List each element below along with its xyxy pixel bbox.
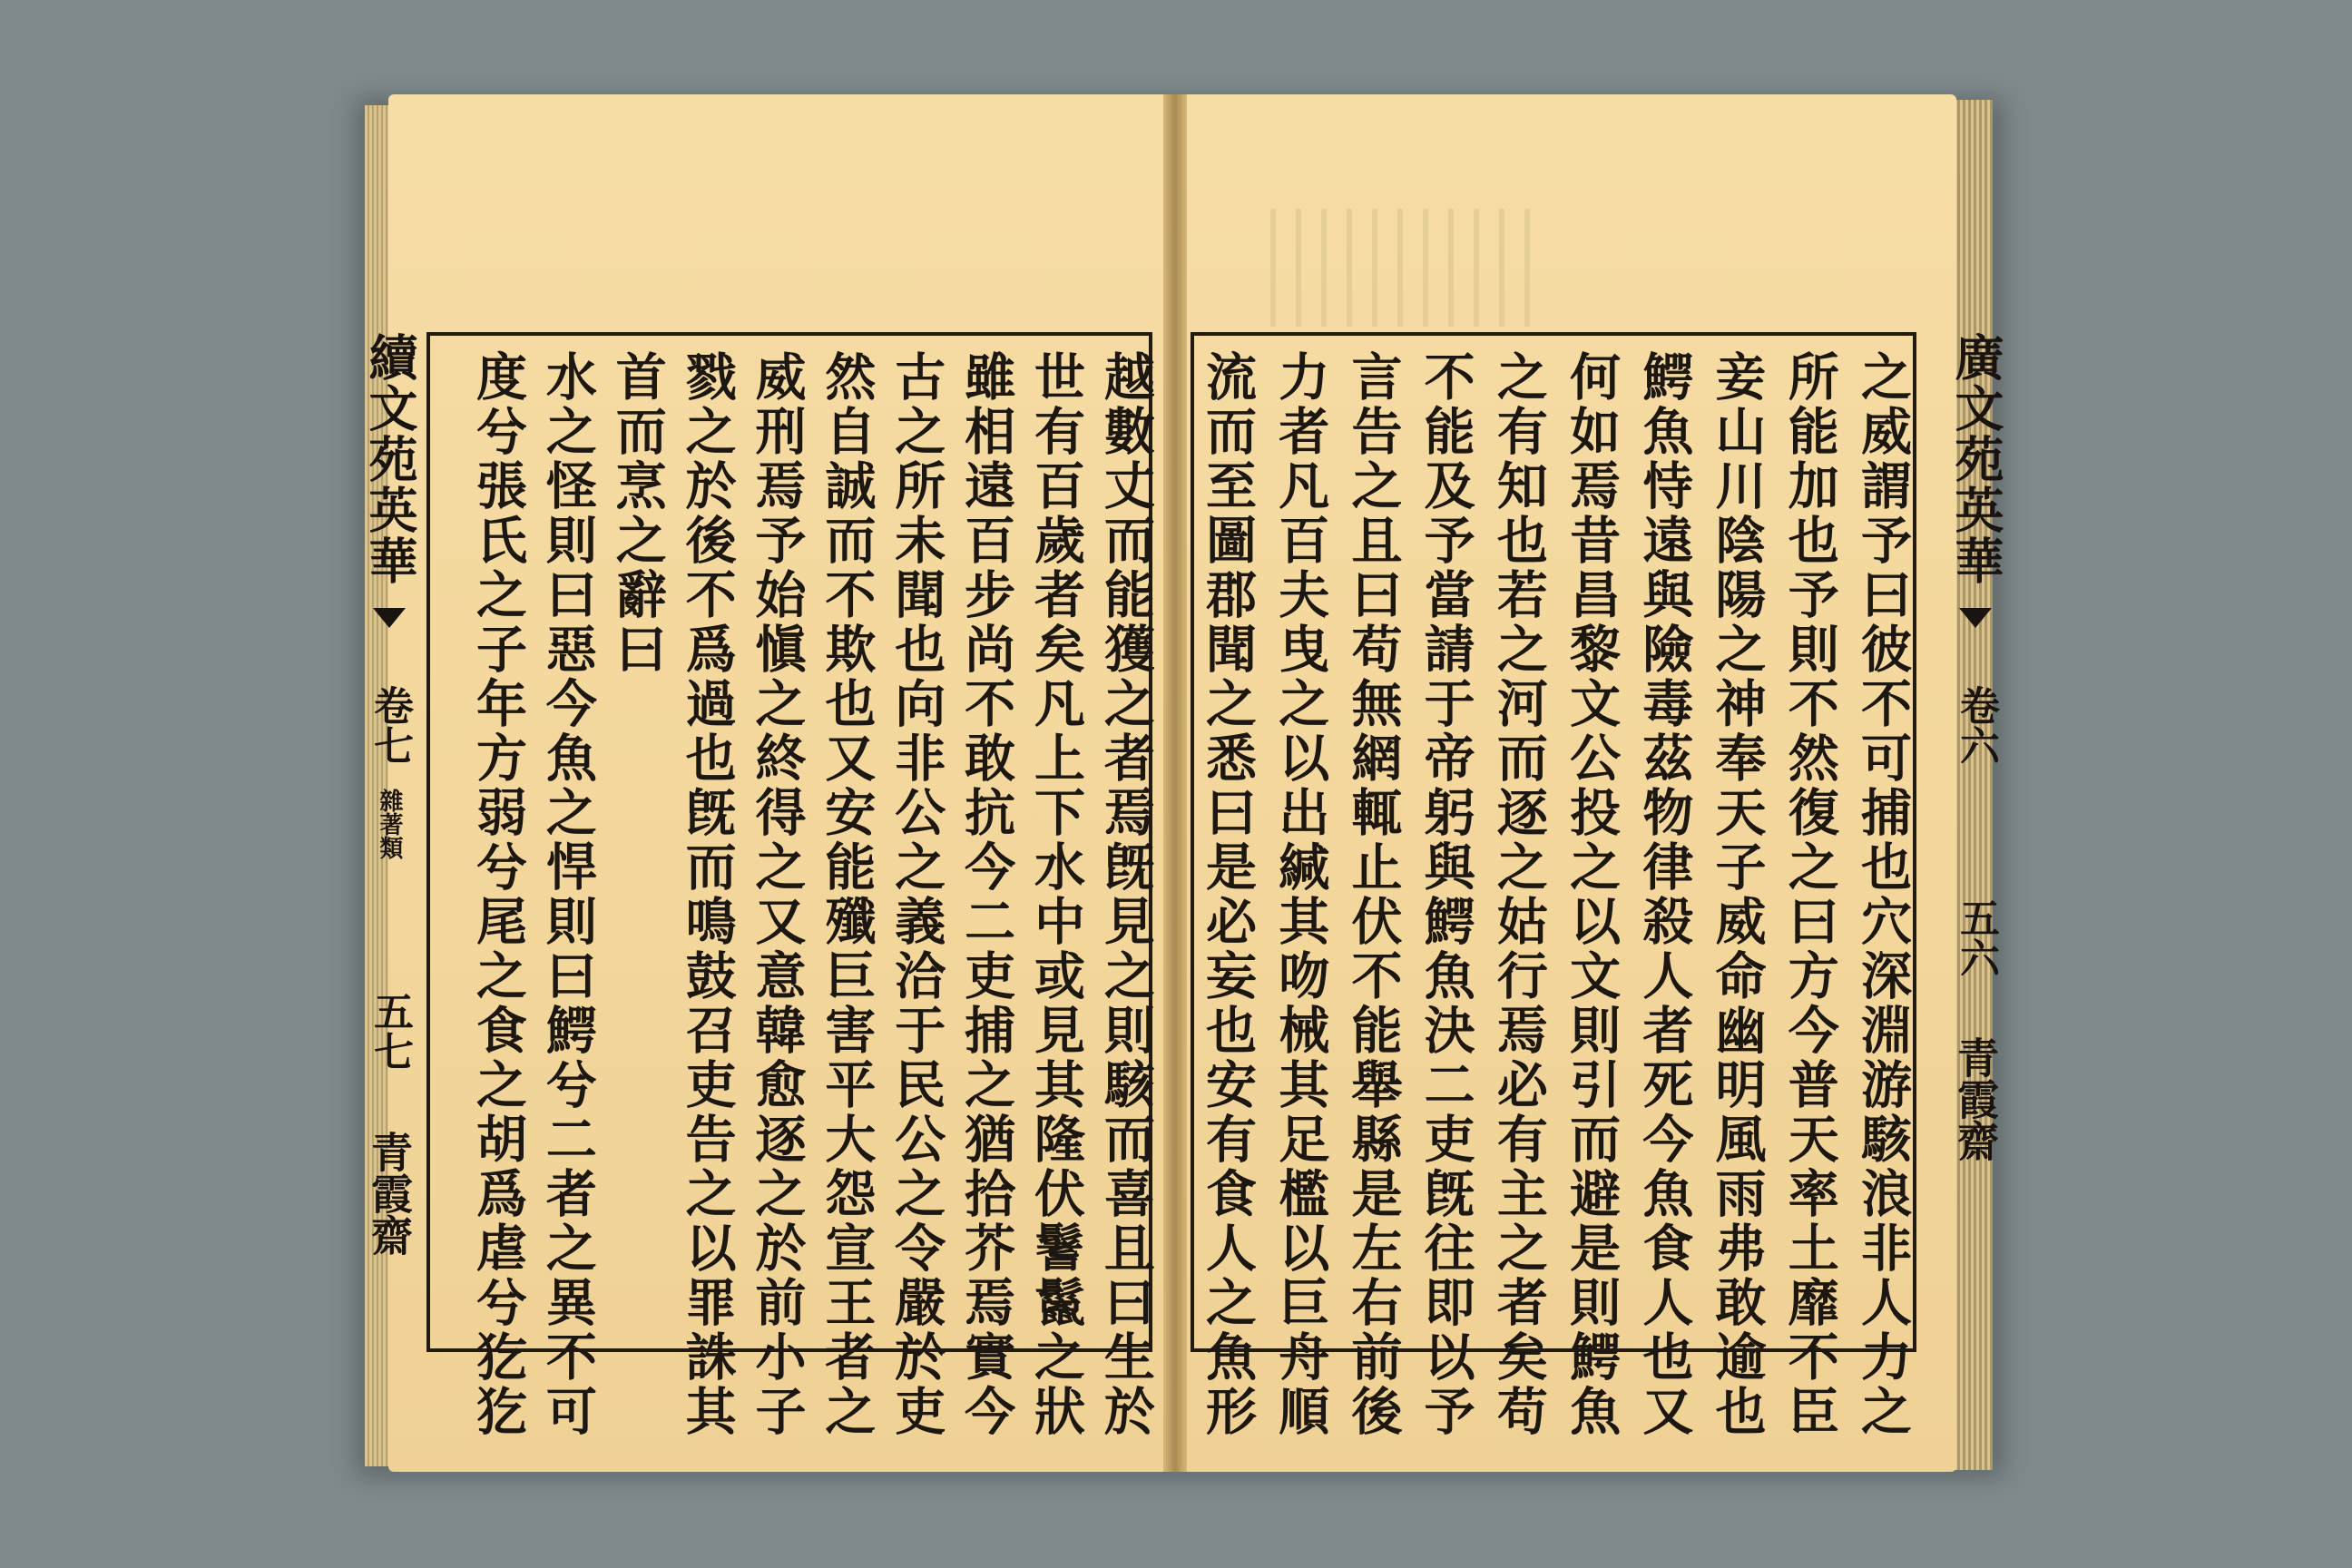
banxin-category: 雜著類 [376, 788, 403, 859]
text-column: 威刑焉予始愼之終得之又意韓愈逐之於前小子 [747, 350, 807, 1439]
banxin-title: 廣文苑英華 [1947, 332, 2004, 586]
text-column: 妾山川陰陽之神奉天子威命幽明風雨弗敢逾也 [1707, 350, 1767, 1439]
text-column: 鰐魚恃遠與險毒茲物律殺人者死今魚食人也又 [1634, 350, 1694, 1439]
text-column: 不能及予當請于帝躬與鰐魚決二吏旣往即以予 [1416, 350, 1475, 1439]
text-column: 水之怪則曰惡今魚之悍則曰鰐兮二者之異不可 [537, 350, 597, 1439]
fishtail-mark [373, 608, 406, 628]
text-column: 世有百歲者矣凡上下水中或見其隆伏鬐鬣之狀 [1026, 350, 1085, 1439]
text-column: 戮之於後不爲過也旣而鳴鼓召吏告之以罪誅其 [677, 350, 737, 1439]
text-column: 流而至圖郡聞之悉曰是必妄也安有食人之魚形 [1198, 350, 1257, 1439]
banxin-hall: 青霞齋 [1951, 1036, 2000, 1162]
text-column: 雖相遠百步尚不敢抗今二吏捕之猶拾芥焉實今 [956, 350, 1016, 1439]
banxin-folio: 五六 [1953, 897, 1999, 977]
text-column: 然自誠而不欺也又安能殲巨害平大怨宣王者之 [817, 350, 877, 1439]
right-text-block [1198, 350, 1912, 1439]
text-column: 言告之且曰苟無網輒止伏不能舉縣是左右前後 [1343, 350, 1403, 1439]
banxin-juan: 卷六 [1953, 685, 1999, 766]
text-column: 度兮張氏之子年方弱兮尾之食之胡爲虐兮犵犵 [468, 350, 527, 1439]
banxin-title: 續文苑英華 [361, 332, 418, 586]
show-through-text [1270, 209, 1543, 327]
banxin-hall: 青霞齋 [365, 1130, 414, 1256]
left-banxin [361, 332, 425, 1352]
book-gutter [1163, 94, 1187, 1472]
right-banxin [1947, 332, 2011, 1352]
banxin-juan: 卷七 [367, 685, 413, 766]
text-column: 越數丈而能獲之者焉旣見之則駭而喜且曰生於 [1095, 350, 1155, 1439]
text-column: 力者凡百夫曳之以出緘其吻械其足檻以巨舟順 [1270, 350, 1330, 1439]
text-column: 之有知也若之河而逐之姑行焉必有主之者矣苟 [1488, 350, 1548, 1439]
text-column: 之威謂予曰彼不可捕也穴深淵游駭浪非人力之 [1852, 350, 1912, 1439]
left-text-block [468, 350, 1155, 1439]
text-column: 首而烹之辭曰 [607, 350, 667, 677]
banxin-folio: 五七 [367, 991, 413, 1072]
text-column: 古之所未聞也向非公之義洽于民公之令嚴於吏 [887, 350, 946, 1439]
text-column: 所能加也予則不然復之曰方今普天率土靡不臣 [1779, 350, 1839, 1439]
fishtail-mark [1959, 608, 1992, 628]
text-column: 何如焉昔昌黎文公投之以文則引而避是則鰐魚 [1562, 350, 1622, 1439]
